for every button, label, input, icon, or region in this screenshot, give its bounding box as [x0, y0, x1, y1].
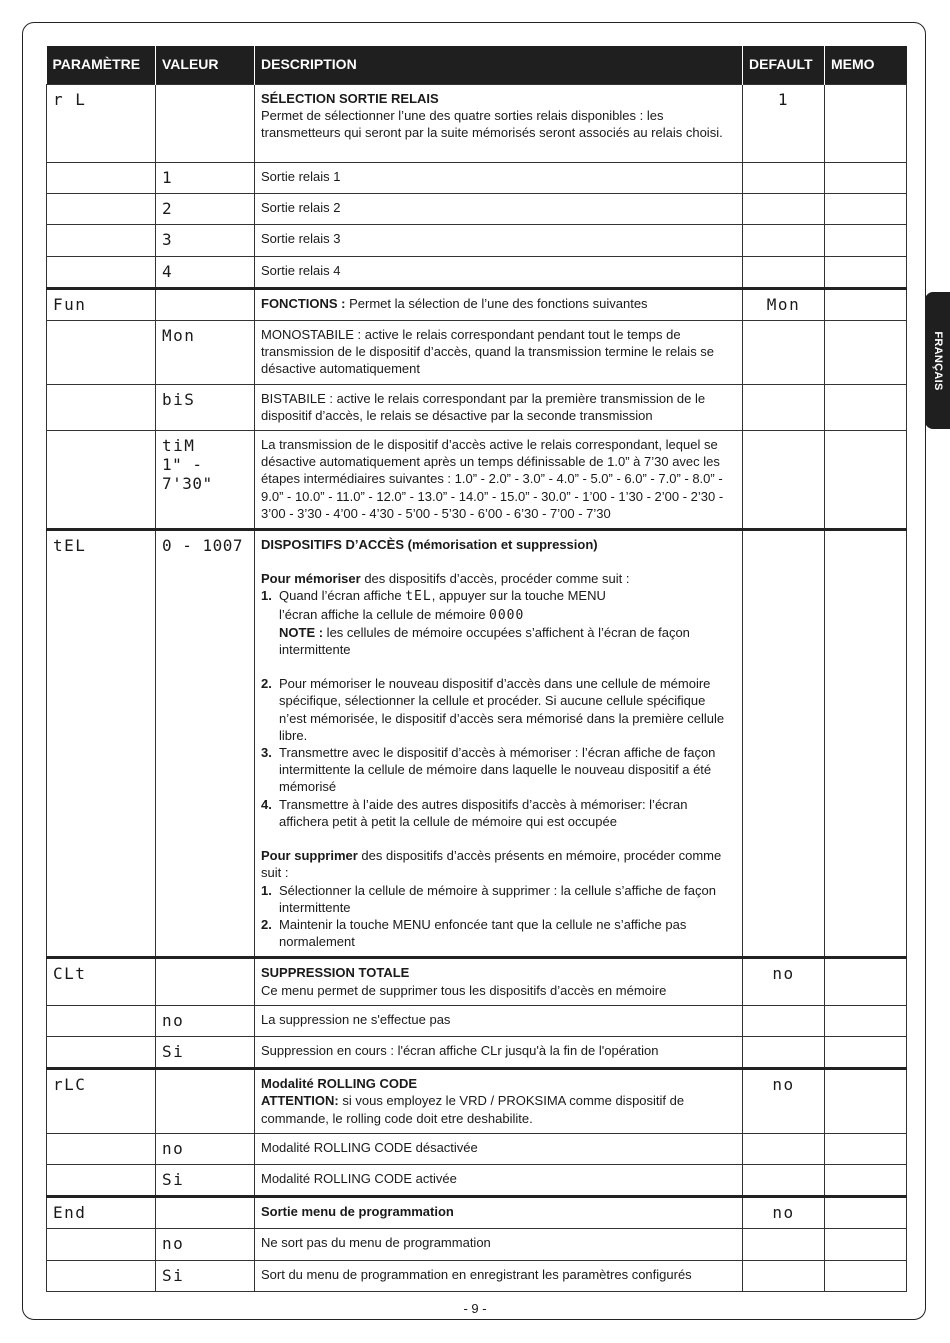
param-title: Sortie menu de programmation — [261, 1204, 454, 1220]
option-desc: Ne sort pas du menu de programmation — [255, 1229, 743, 1260]
default-value: no — [772, 1075, 795, 1095]
table-row — [47, 163, 907, 194]
table-row — [47, 1197, 907, 1229]
table-row — [47, 225, 907, 256]
table-row — [47, 530, 907, 958]
option-value: 1 — [162, 168, 174, 187]
option-value: 3 — [162, 230, 174, 250]
param-cell — [47, 85, 156, 163]
parameter-table — [46, 46, 907, 1292]
table-row — [47, 85, 907, 163]
option-desc: Sortie relais 2 — [255, 194, 743, 225]
table-row — [47, 1005, 907, 1036]
param-code: CLt — [53, 964, 87, 984]
table-row — [47, 431, 907, 530]
option-desc: Sortie relais 3 — [255, 225, 743, 256]
param-text: Permet la sélection de l’une des fonctions suivantes — [345, 295, 648, 311]
table-row — [47, 256, 907, 288]
param-title: SÉLECTION SORTIE RELAIS — [261, 91, 439, 106]
option-value: Si — [162, 1169, 185, 1189]
option-range: 1" - 7'30" — [162, 455, 213, 494]
header-memo: MEMO — [825, 46, 907, 85]
step-item: 1. Sélectionner la cellule de mémoire à supprimer : la cellule s’affiche de façon intermittente — [261, 882, 716, 915]
option-value: Mon — [162, 326, 196, 346]
option-desc: BISTABILE : active le relais correspondant par la première transmission de le dispositif d’accès, le relais se désactive par la seconde transmission — [255, 384, 743, 430]
option-value: no — [162, 1010, 185, 1030]
option-desc: La suppression ne s'effectue pas — [255, 1005, 743, 1036]
param-text: Permet de sélectionner l’une des quatre sorties relais disponibles : les transmetteurs qui seront par la suite mémorisés seront associés au relais choisi. — [261, 108, 723, 141]
option-desc: Modalité ROLLING CODE désactivée — [255, 1133, 743, 1164]
param-code: tEL — [53, 536, 87, 556]
step-item: 4. Transmettre à l’aide des autres dispositifs d’accès à mémoriser: l’écran affichera petit à petit la cellule de mémoire qui est occupée — [261, 796, 688, 829]
table-row — [47, 1229, 907, 1260]
value-cell — [156, 85, 255, 163]
param-title: Modalité ROLLING CODE — [261, 1076, 417, 1092]
option-value: 4 — [162, 261, 174, 281]
header-description: DESCRIPTION — [255, 46, 743, 85]
table-row — [47, 384, 907, 430]
default-value: no — [772, 964, 795, 984]
option-desc: La transmission de le dispositif d’accès active le relais correspondant, lequel se désactive automatiquement après un temps définissable de 1.0” à 7’30 avec les étapes intermédiaires suivantes : 1.0” - 2.0” - 3.0” - 4.0” - 5.0” - 6.0” - 7.0” - 8.0” - 9.0” - 10.0” - 11.0” - 12.0” - 13.0” - 14.0” - 15.0” - 30.0” - 1’00 - 1’30 - 2’00 - 2’30 - 3’00 - 3’30 - 4’00 - 4’30 - 5’00 - 5’30 - 6’00 - 6’30 - 7’00 - 7’30 — [255, 431, 743, 530]
page-number: - 9 - — [463, 1301, 487, 1316]
option-desc: Sortie relais 1 — [255, 163, 743, 194]
option-desc: Modalité ROLLING CODE activée — [255, 1164, 743, 1196]
table-row: rLC Modalité ROLLING CODE ATTENTION: si vous employez le VRD / PROKSIMA comme dispositif de commande, le rolling code doit etre deshabilite. no — [47, 1069, 907, 1134]
language-tab-label: FRANÇAIS — [931, 330, 944, 391]
param-code: rLC — [53, 1075, 87, 1095]
step-item: 2. Pour mémoriser le nouveau dispositif d’accès dans une cellule de mémoire spécifique, sélectionner la cellule et procéder. Si aucune cellule spécifique n’est mémorisée, le dispositif d’accès sera mémorisé dans la première cellule libre. — [261, 676, 725, 743]
option-desc: Suppression en cours : l'écran affiche CLr jusqu'à la fin de l'opération — [255, 1036, 743, 1068]
default-value: Mon — [766, 294, 801, 314]
table-row — [47, 1164, 907, 1196]
memo-cell — [825, 85, 907, 163]
option-value: 0 - 1007 — [162, 536, 244, 556]
option-value: 2 — [162, 199, 174, 219]
option-value: no — [162, 1234, 185, 1254]
option-desc: Sortie relais 4 — [255, 256, 743, 288]
header-row — [47, 46, 907, 85]
default-value: no — [772, 1203, 795, 1223]
param-title: DISPOSITIFS D’ACCÈS (mémorisation et suppression) — [261, 537, 598, 553]
option-desc: Sort du menu de programmation en enregistrant les paramètres configurés — [255, 1260, 743, 1291]
param-text: Ce menu permet de supprimer tous les dispositifs d’accès en mémoire — [261, 982, 667, 998]
table-row — [47, 1036, 907, 1068]
step-item: 3. Transmettre avec le dispositif d’accès à mémoriser : l’écran affiche de façon intermittente la cellule de mémoire dans laquelle le nouveau dispositif a été mémorisé — [261, 745, 716, 795]
param-code: r L — [53, 90, 87, 109]
table-row — [47, 1260, 907, 1291]
header-param: PARAMÈTRE — [47, 46, 156, 85]
default-value: 1 — [777, 90, 790, 109]
description-cell: DISPOSITIFS D’ACCÈS (mémorisation et suppression) Pour mémoriser des dispositifs d’accès, procéder comme suit : 1. Quand l’écran affiche tEL, appuyer sur la touche MENU l’écran affiche la cellule de mémoire 0000 NOTE : les cellules de mémoire occupées s’affichent à l’écran de façon intermittente 2. Pour mémoriser le nouveau dispositif d’accès dans une cellule de mémoire spécifique, sélectionner la cellule et procéder. Si aucune cellule spécifique n’est mémorisée, le dispositif d’accès sera mémorisé dans la première cellule libre. 3. Transmettre avec le dispositif d’accès à mémoriser : l’écran affiche de façon intermittente la cellule de mémoire dans laquelle le nouveau dispositif a été mémorisé 4. Transmettre à l’aide des autres dispositifs d’accès à mémoriser: l’écran affichera petit à petit la cellule de mémoire qui est occupée Pour supprimer des dispositifs d’accès présents en mémoire, procéder comme suit : 1. Sélectionner la cellule de mémoire à supprimer : la cellule s’affiche de façon intermittente 2. Maintenir la touche MENU enfoncée tant que la cellule ne s’affiche pas normalement — [255, 530, 743, 958]
header-value: VALEUR — [156, 46, 255, 85]
step-item: 2. Maintenir la touche MENU enfoncée tant que la cellule ne s’affiche pas normalement — [261, 916, 687, 950]
default-cell — [743, 85, 825, 163]
option-value: Si — [162, 1265, 185, 1285]
param-title: FONCTIONS : — [261, 295, 346, 311]
param-title: SUPPRESSION TOTALE — [261, 965, 410, 981]
header-default: DEFAULT — [743, 46, 825, 85]
table-row — [47, 194, 907, 225]
option-value: biS — [162, 389, 196, 409]
param-code: Fun — [53, 294, 87, 314]
option-value: Si — [162, 1041, 185, 1061]
table-row — [47, 321, 907, 385]
option-value: no — [162, 1138, 185, 1158]
language-tab — [925, 292, 950, 429]
step-item: 1. Quand l’écran affiche tEL, appuyer sur la touche MENU l’écran affiche la cellule de mémoire 0000 NOTE : les cellules de mémoire occupées s’affichent à l’écran de façon intermittente — [261, 588, 690, 658]
option-desc: MONOSTABILE : active le relais correspondant pendant tout le temps de transmission de le dispositif d’accès, quand la transmission termine le relais se désactive automatiquement — [255, 321, 743, 385]
table-row — [47, 1133, 907, 1164]
option-value: tiM — [162, 436, 196, 456]
table-row — [47, 958, 907, 1005]
table-row — [47, 288, 907, 320]
param-code: End — [53, 1203, 87, 1223]
description-cell — [255, 85, 743, 163]
